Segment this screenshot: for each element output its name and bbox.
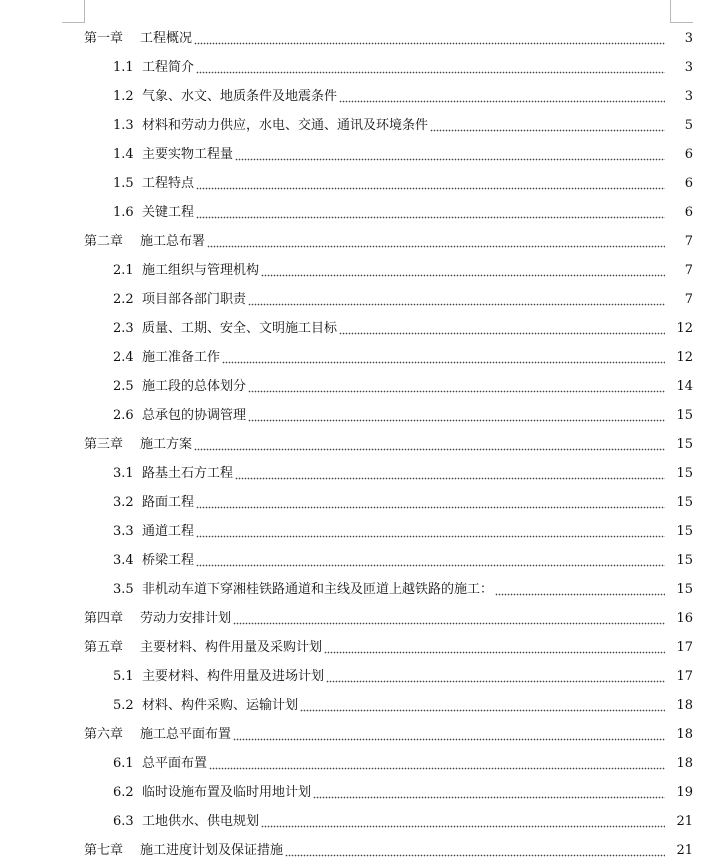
toc-section-entry[interactable]	[0, 778, 716, 807]
toc-section-entry[interactable]	[0, 82, 716, 111]
toc-entry-page-number: 5	[684, 117, 693, 133]
toc-entry-page-number: 15	[676, 523, 693, 539]
toc-chapter-entry[interactable]	[0, 836, 716, 865]
toc-dot-leader	[209, 757, 665, 770]
toc-dot-leader	[196, 177, 665, 190]
toc-entry-number: 2.4	[113, 349, 134, 365]
toc-entry-number: 2.6	[113, 407, 134, 423]
toc-dot-leader	[326, 670, 665, 683]
toc-section-entry[interactable]	[0, 691, 716, 720]
toc-chapter-entry[interactable]	[0, 24, 716, 53]
toc-entry-page-number: 7	[684, 291, 693, 307]
toc-section-entry[interactable]	[0, 575, 716, 604]
toc-entry-title: 劳动力安排计划	[140, 610, 232, 626]
toc-entry-page-number: 3	[684, 30, 693, 46]
page-corner-mark-right	[670, 0, 693, 23]
toc-entry-page-number: 6	[684, 175, 693, 191]
toc-entry-page-number: 18	[676, 726, 693, 742]
toc-dot-leader	[235, 148, 665, 161]
toc-dot-leader	[235, 467, 665, 480]
toc-entry-page-number: 3	[684, 88, 693, 104]
toc-dot-leader	[207, 235, 665, 248]
toc-entry-number: 第五章	[84, 639, 124, 655]
toc-entry-number: 1.4	[113, 146, 134, 162]
toc-section-entry[interactable]	[0, 256, 716, 285]
toc-entry-page-number: 3	[684, 59, 693, 75]
toc-entry-title: 工程概况	[140, 30, 193, 46]
toc-dot-leader	[248, 409, 665, 422]
toc-entry-number: 1.5	[113, 175, 134, 191]
toc-dot-leader	[430, 119, 665, 132]
toc-entry-title: 主要材料、构件用量及采购计划	[140, 639, 323, 655]
toc-entry-number: 3.3	[113, 523, 134, 539]
toc-entry-page-number: 6	[684, 204, 693, 220]
toc-entry-number: 2.3	[113, 320, 134, 336]
toc-entry-title: 质量、工期、安全、文明施工目标	[142, 320, 338, 336]
toc-section-entry[interactable]	[0, 198, 716, 227]
toc-entry-title: 施工总布署	[140, 233, 206, 249]
toc-section-entry[interactable]	[0, 140, 716, 169]
toc-entry-page-number: 15	[676, 465, 693, 481]
toc-entry-page-number: 7	[684, 233, 693, 249]
toc-dot-leader	[248, 293, 665, 306]
page-corner-mark-left	[62, 0, 85, 23]
toc-dot-leader	[313, 786, 665, 799]
toc-entry-title: 施工组织与管理机构	[142, 262, 260, 278]
toc-entry-title: 气象、水文、地质条件及地震条件	[142, 88, 338, 104]
toc-section-entry[interactable]	[0, 546, 716, 575]
toc-dot-leader	[196, 206, 665, 219]
toc-entry-page-number: 15	[676, 581, 693, 597]
toc-dot-leader	[233, 612, 665, 625]
toc-entry-title: 路面工程	[142, 494, 195, 510]
toc-chapter-entry[interactable]	[0, 720, 716, 749]
toc-entry-title: 路基土石方工程	[142, 465, 234, 481]
toc-entry-page-number: 19	[676, 784, 693, 800]
toc-entry-title: 主要材料、构件用量及进场计划	[142, 668, 325, 684]
toc-entry-number: 6.2	[113, 784, 134, 800]
toc-chapter-entry[interactable]	[0, 633, 716, 662]
toc-entry-title: 施工进度计划及保证措施	[140, 842, 284, 858]
toc-section-entry[interactable]	[0, 807, 716, 836]
toc-entry-title: 总平面布置	[142, 755, 208, 771]
toc-entry-number: 3.5	[113, 581, 134, 597]
toc-dot-leader	[285, 844, 665, 857]
toc-section-entry[interactable]	[0, 662, 716, 691]
toc-entry-number: 3.4	[113, 552, 134, 568]
toc-entry-page-number: 7	[684, 262, 693, 278]
toc-entry-number: 1.1	[113, 59, 134, 75]
toc-section-entry[interactable]	[0, 749, 716, 778]
toc-entry-title: 临时设施布置及临时用地计划	[142, 784, 312, 800]
toc-entry-number: 3.1	[113, 465, 134, 481]
toc-dot-leader	[261, 264, 665, 277]
toc-entry-page-number: 12	[676, 349, 693, 365]
table-of-contents	[0, 24, 716, 865]
toc-dot-leader	[495, 583, 665, 596]
toc-dot-leader	[248, 380, 665, 393]
toc-entry-number: 6.1	[113, 755, 134, 771]
toc-section-entry[interactable]	[0, 343, 716, 372]
toc-entry-title: 工地供水、供电规划	[142, 813, 260, 829]
toc-entry-number: 1.2	[113, 88, 134, 104]
toc-entry-page-number: 14	[676, 378, 693, 394]
toc-entry-title: 主要实物工程量	[142, 146, 234, 162]
toc-entry-number: 6.3	[113, 813, 134, 829]
toc-entry-page-number: 16	[676, 610, 693, 626]
toc-entry-title: 工程简介	[142, 59, 195, 75]
toc-entry-number: 第六章	[84, 726, 124, 742]
toc-dot-leader	[196, 525, 665, 538]
toc-entry-number: 第一章	[84, 30, 124, 46]
toc-dot-leader	[196, 61, 665, 74]
toc-chapter-entry[interactable]	[0, 604, 716, 633]
toc-dot-leader	[194, 32, 665, 45]
toc-section-entry[interactable]	[0, 53, 716, 82]
toc-entry-page-number: 15	[676, 436, 693, 452]
toc-entry-page-number: 18	[676, 697, 693, 713]
toc-dot-leader	[339, 322, 665, 335]
toc-section-entry[interactable]	[0, 372, 716, 401]
toc-entry-page-number: 12	[676, 320, 693, 336]
toc-entry-page-number: 21	[676, 842, 693, 858]
toc-entry-title: 项目部各部门职责	[142, 291, 247, 307]
toc-entry-page-number: 17	[676, 668, 693, 684]
toc-entry-title: 材料、构件采购、运输计划	[142, 697, 299, 713]
toc-chapter-entry[interactable]	[0, 227, 716, 256]
toc-section-entry[interactable]	[0, 169, 716, 198]
toc-entry-number: 1.3	[113, 117, 134, 133]
toc-entry-title: 桥梁工程	[142, 552, 195, 568]
toc-entry-number: 第三章	[84, 436, 124, 452]
toc-dot-leader	[300, 699, 665, 712]
toc-dot-leader	[194, 438, 665, 451]
toc-entry-title: 施工方案	[140, 436, 193, 452]
toc-dot-leader	[233, 728, 665, 741]
toc-entry-page-number: 15	[676, 407, 693, 423]
toc-entry-title: 材料和劳动力供应，水电、交通、通讯及环境条件	[142, 117, 429, 133]
toc-entry-number: 第四章	[84, 610, 124, 626]
toc-entry-title: 施工准备工作	[142, 349, 221, 365]
toc-chapter-entry[interactable]	[0, 430, 716, 459]
toc-entry-title: 通道工程	[142, 523, 195, 539]
toc-dot-leader	[324, 641, 665, 654]
toc-entry-title: 施工段的总体划分	[142, 378, 247, 394]
toc-entry-page-number: 15	[676, 552, 693, 568]
toc-entry-number: 2.5	[113, 378, 134, 394]
toc-entry-page-number: 17	[676, 639, 693, 655]
toc-section-entry[interactable]	[0, 401, 716, 430]
toc-dot-leader	[222, 351, 665, 364]
toc-entry-page-number: 18	[676, 755, 693, 771]
toc-entry-number: 第七章	[84, 842, 124, 858]
toc-entry-title: 关键工程	[142, 204, 195, 220]
toc-entry-title: 总承包的协调管理	[142, 407, 247, 423]
toc-dot-leader	[339, 90, 665, 103]
toc-entry-number: 5.1	[113, 668, 134, 684]
toc-dot-leader	[196, 496, 665, 509]
toc-entry-number: 1.6	[113, 204, 134, 220]
toc-entry-number: 2.1	[113, 262, 134, 278]
toc-entry-title: 工程特点	[142, 175, 195, 191]
toc-section-entry[interactable]	[0, 111, 716, 140]
toc-section-entry[interactable]	[0, 488, 716, 517]
toc-entry-title: 非机动车道下穿湘桂铁路通道和主线及匝道上越铁路的施工：	[142, 581, 494, 597]
toc-entry-page-number: 6	[684, 146, 693, 162]
toc-section-entry[interactable]	[0, 517, 716, 546]
toc-section-entry[interactable]	[0, 314, 716, 343]
toc-entry-number: 3.2	[113, 494, 134, 510]
toc-section-entry[interactable]	[0, 459, 716, 488]
toc-dot-leader	[196, 554, 665, 567]
toc-entry-page-number: 15	[676, 494, 693, 510]
toc-entry-number: 第二章	[84, 233, 124, 249]
toc-entry-title: 施工总平面布置	[140, 726, 232, 742]
toc-dot-leader	[261, 815, 665, 828]
toc-entry-page-number: 21	[676, 813, 693, 829]
toc-entry-number: 2.2	[113, 291, 134, 307]
toc-entry-number: 5.2	[113, 697, 134, 713]
toc-section-entry[interactable]	[0, 285, 716, 314]
